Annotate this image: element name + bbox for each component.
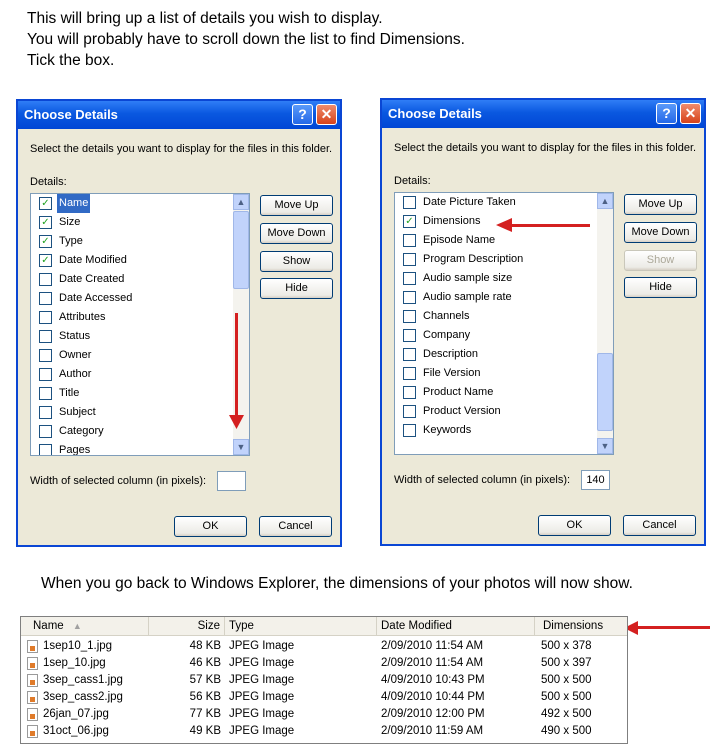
list-item[interactable]	[395, 307, 613, 326]
list-item-label: Channels	[423, 310, 470, 322]
checkbox[interactable]	[403, 348, 416, 361]
header-dimensions[interactable]: Dimensions	[543, 620, 604, 632]
list-item[interactable]	[31, 232, 249, 251]
header-name-label: Name	[33, 620, 64, 632]
cell-type: JPEG Image	[229, 725, 295, 737]
list-item-label: Episode Name	[423, 234, 496, 246]
arrow-head-down-icon	[229, 415, 244, 429]
list-item-label: Date Modified	[59, 254, 127, 266]
cell-name: 3sep_cass1.jpg	[43, 674, 123, 686]
jpeg-file-icon	[27, 674, 38, 687]
hide-button[interactable]: Hide	[260, 278, 333, 299]
cell-type: JPEG Image	[229, 708, 295, 720]
sort-ascending-icon: ▲	[72, 621, 82, 631]
scrollbar[interactable]	[597, 193, 613, 454]
list-item-label: Category	[59, 425, 104, 437]
list-item[interactable]	[31, 346, 249, 365]
jpeg-file-icon	[27, 640, 38, 653]
list-item-label: Status	[59, 330, 91, 342]
list-item-label: Audio sample rate	[423, 291, 512, 303]
help-icon[interactable]: ?	[292, 104, 313, 125]
column-width-input[interactable]: 140	[581, 470, 610, 490]
choose-details-dialog-left	[16, 99, 342, 547]
width-label: Width of selected column (in pixels):	[30, 475, 207, 487]
list-item[interactable]	[395, 345, 613, 364]
cell-date: 2/09/2010 11:54 AM	[381, 657, 484, 669]
list-item-label: Attributes	[59, 311, 106, 323]
list-item[interactable]	[31, 441, 249, 456]
cell-type: JPEG Image	[229, 657, 295, 669]
list-item[interactable]	[31, 365, 249, 384]
list-item-label: Dimensions	[423, 215, 481, 227]
instruction-text: Select the details you want to display for the files in this folder.	[30, 143, 333, 155]
scroll-thumb[interactable]	[597, 353, 613, 431]
details-items	[31, 194, 249, 456]
checkbox[interactable]	[403, 310, 416, 323]
cell-name: 26jan_07.jpg	[43, 708, 109, 720]
checkbox-checked[interactable]: ✓	[39, 254, 52, 267]
checkbox[interactable]	[403, 386, 416, 399]
cell-name: 31oct_06.jpg	[43, 725, 109, 737]
header-size[interactable]: Size	[149, 617, 225, 635]
list-item[interactable]	[31, 422, 249, 441]
cell-dims: 500 x 500	[541, 674, 592, 686]
list-item-label: Owner	[59, 349, 92, 361]
intro-line: This will bring up a list of details you wish to display.	[27, 10, 383, 27]
checkbox[interactable]	[39, 273, 52, 286]
cell-size: 56 KB	[189, 691, 221, 703]
list-item[interactable]	[395, 269, 613, 288]
list-item[interactable]	[395, 402, 613, 421]
table-row[interactable]	[21, 672, 627, 689]
list-item[interactable]	[31, 251, 249, 270]
list-item[interactable]	[31, 289, 249, 308]
scroll-down-icon[interactable]: ▼	[597, 438, 613, 454]
list-item[interactable]	[31, 194, 249, 213]
cell-name: 1sep10_1.jpg	[43, 640, 113, 652]
table-row[interactable]	[21, 689, 627, 706]
red-arrow-down	[235, 313, 238, 418]
dialog-title: Choose Details	[382, 100, 704, 128]
list-item-label: Audio sample size	[423, 272, 513, 284]
checkbox[interactable]	[403, 234, 416, 247]
list-item-label: Company	[423, 329, 471, 341]
list-item[interactable]	[395, 421, 613, 440]
jpeg-file-icon	[27, 725, 38, 738]
cell-date: 2/09/2010 11:54 AM	[381, 640, 484, 652]
checkbox[interactable]	[403, 253, 416, 266]
cell-dims: 492 x 500	[541, 708, 592, 720]
checkbox[interactable]	[39, 311, 52, 324]
checkbox-checked[interactable]: ✓	[39, 197, 52, 210]
help-icon[interactable]: ?	[656, 103, 677, 124]
list-item-label: Product Version	[423, 405, 501, 417]
checkbox[interactable]	[403, 329, 416, 342]
show-button[interactable]: Show	[624, 250, 697, 271]
list-item[interactable]	[395, 288, 613, 307]
list-item-label: Keywords	[423, 424, 472, 436]
list-item[interactable]	[395, 250, 613, 269]
cell-dims: 500 x 378	[541, 640, 592, 652]
jpeg-file-icon	[27, 708, 38, 721]
checkbox-checked[interactable]: ✓	[403, 215, 416, 228]
instruction-text: Select the details you want to display for the files in this folder.	[394, 142, 697, 154]
checkbox[interactable]	[39, 387, 52, 400]
cell-type: JPEG Image	[229, 691, 295, 703]
list-item-label: Type	[59, 235, 83, 247]
list-item[interactable]	[395, 326, 613, 345]
list-item-label: Description	[423, 348, 479, 360]
cell-size: 48 KB	[189, 640, 221, 652]
header-name[interactable]	[21, 617, 149, 635]
width-label: Width of selected column (in pixels):	[394, 474, 571, 486]
checkbox[interactable]	[403, 291, 416, 304]
move-down-button[interactable]: Move Down	[624, 222, 697, 243]
cancel-button[interactable]: Cancel	[623, 515, 696, 536]
checkbox[interactable]	[39, 368, 52, 381]
cancel-button[interactable]: Cancel	[259, 516, 332, 537]
list-item-label: Size	[59, 216, 81, 228]
cell-date: 4/09/2010 10:43 PM	[381, 674, 485, 686]
intro-text	[27, 8, 465, 71]
list-item-label: Date Created	[59, 273, 125, 285]
checkbox[interactable]	[403, 196, 416, 209]
cell-dims: 490 x 500	[541, 725, 592, 737]
scroll-thumb[interactable]	[233, 211, 249, 289]
cell-size: 46 KB	[189, 657, 221, 669]
intro-line: You will probably have to scroll down the list to find Dimensions.	[27, 31, 465, 48]
intro-line: Tick the box.	[27, 52, 115, 69]
explorer-file-list	[20, 616, 628, 744]
checkbox[interactable]	[39, 330, 52, 343]
list-item[interactable]	[31, 384, 249, 403]
details-label: Details:	[394, 175, 431, 187]
cell-date: 2/09/2010 12:00 PM	[381, 708, 485, 720]
list-item[interactable]	[395, 231, 613, 250]
list-item-label: Author	[59, 368, 92, 380]
cell-dims: 500 x 397	[541, 657, 592, 669]
list-item-label: Product Name	[423, 386, 494, 398]
list-item-label: Name	[57, 194, 90, 213]
list-item-label: Program Description	[423, 253, 524, 265]
scroll-down-icon[interactable]: ▼	[233, 439, 249, 455]
hide-button[interactable]: Hide	[624, 277, 697, 298]
details-label: Details:	[30, 176, 67, 188]
cell-date: 2/09/2010 11:59 AM	[381, 725, 484, 737]
list-item-label: Title	[59, 387, 80, 399]
header-type[interactable]: Type	[225, 617, 377, 635]
checkbox[interactable]	[403, 405, 416, 418]
cell-type: JPEG Image	[229, 674, 295, 686]
list-item-label: Pages	[59, 444, 91, 456]
list-item-label: Subject	[59, 406, 96, 418]
cell-type: JPEG Image	[229, 640, 295, 652]
checkbox[interactable]	[39, 406, 52, 419]
close-icon[interactable]: ✕	[316, 104, 337, 125]
move-up-button[interactable]: Move Up	[624, 194, 697, 215]
show-button[interactable]: Show	[260, 251, 333, 272]
checkbox-checked[interactable]: ✓	[39, 216, 52, 229]
cell-name: 1sep_10.jpg	[43, 657, 106, 669]
scroll-up-icon[interactable]: ▲	[597, 193, 613, 209]
cell-dims: 500 x 500	[541, 691, 592, 703]
close-icon[interactable]: ✕	[680, 103, 701, 124]
jpeg-file-icon	[27, 657, 38, 670]
list-item-label: File Version	[423, 367, 481, 379]
list-item[interactable]	[31, 327, 249, 346]
checkbox-checked[interactable]: ✓	[39, 235, 52, 248]
column-width-input[interactable]	[217, 471, 246, 491]
choose-details-dialog-right	[380, 98, 706, 546]
jpeg-file-icon	[27, 691, 38, 704]
list-item[interactable]	[31, 270, 249, 289]
dialog-title: Choose Details	[18, 101, 340, 129]
ok-button[interactable]: OK	[174, 516, 247, 537]
list-item-label: Date Picture Taken	[423, 196, 516, 208]
table-row[interactable]	[21, 638, 627, 655]
move-down-button[interactable]: Move Down	[260, 223, 333, 244]
checkbox[interactable]	[403, 424, 416, 437]
cell-size: 49 KB	[189, 725, 221, 737]
list-item[interactable]	[31, 403, 249, 422]
move-up-button[interactable]: Move Up	[260, 195, 333, 216]
cell-size: 57 KB	[189, 674, 221, 686]
list-item-label: Date Accessed	[59, 292, 133, 304]
cell-size: 77 KB	[189, 708, 221, 720]
checkbox[interactable]	[39, 292, 52, 305]
checkbox[interactable]	[403, 272, 416, 285]
table-row[interactable]	[21, 723, 627, 740]
details-listbox[interactable]	[30, 193, 250, 456]
ok-button[interactable]: OK	[538, 515, 611, 536]
list-item[interactable]	[31, 308, 249, 327]
table-row[interactable]	[21, 706, 627, 723]
red-arrow-left	[636, 626, 710, 629]
cell-date: 4/09/2010 10:44 PM	[381, 691, 485, 703]
column-header-row	[21, 617, 627, 636]
list-item[interactable]	[31, 213, 249, 232]
checkbox[interactable]	[39, 425, 52, 438]
red-arrow-left	[510, 224, 590, 227]
list-item[interactable]	[395, 383, 613, 402]
checkbox[interactable]	[403, 367, 416, 380]
list-item[interactable]	[395, 364, 613, 383]
explorer-caption: When you go back to Windows Explorer, the dimensions of your photos will now show.	[41, 575, 633, 592]
list-item[interactable]	[395, 193, 613, 212]
scroll-up-icon[interactable]: ▲	[233, 194, 249, 210]
header-date-modified[interactable]: Date Modified	[377, 617, 535, 635]
cell-name: 3sep_cass2.jpg	[43, 691, 123, 703]
table-row[interactable]	[21, 655, 627, 672]
checkbox[interactable]	[39, 349, 52, 362]
checkbox[interactable]	[39, 444, 52, 456]
